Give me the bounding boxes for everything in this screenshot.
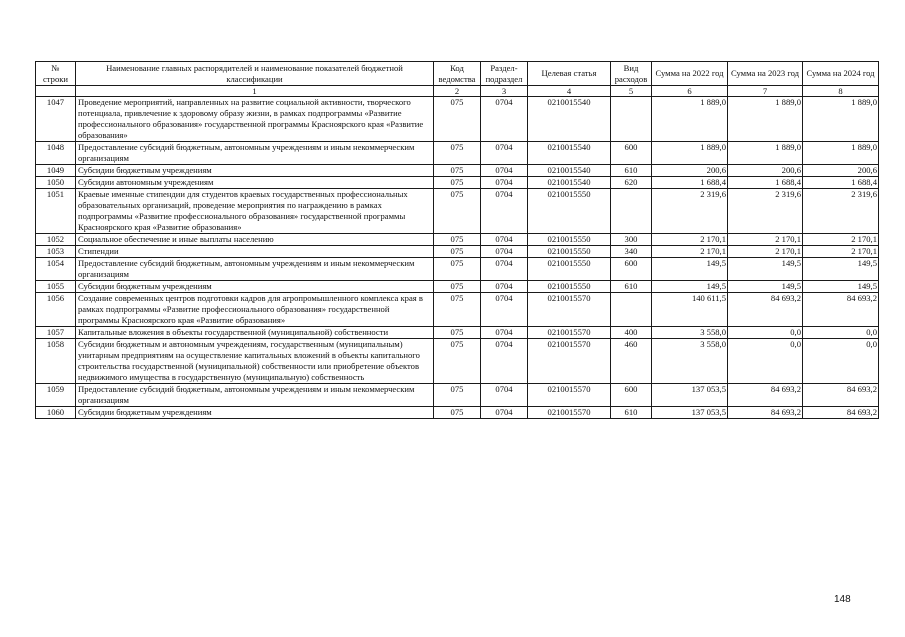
expense-type-cell: 460 — [611, 339, 652, 384]
table-row — [36, 189, 879, 234]
sum-2024-cell: 2 170,1 — [803, 246, 879, 258]
sum-2023-cell: 84 693,2 — [728, 384, 803, 407]
sum-2023-cell: 149,5 — [728, 281, 803, 293]
name-cell: Предоставление субсидий бюджетным, автономным учреждениям и иным некоммерческим организациям — [76, 258, 434, 281]
section-cell: 0704 — [481, 327, 528, 339]
section-cell: 0704 — [481, 384, 528, 407]
department-code-cell: 075 — [434, 407, 481, 419]
target-item-cell: 0210015550 — [528, 189, 611, 234]
sum-2022-cell: 137 053,5 — [652, 407, 728, 419]
expense-type-cell: 620 — [611, 177, 652, 189]
department-code-cell: 075 — [434, 189, 481, 234]
sum-2022-cell: 2 170,1 — [652, 246, 728, 258]
target-item-cell: 0210015570 — [528, 327, 611, 339]
header-target-item: Целевая статья — [528, 62, 611, 86]
header-row — [36, 62, 879, 86]
section-cell: 0704 — [481, 189, 528, 234]
column-number: 7 — [728, 86, 803, 97]
sum-2022-cell: 200,6 — [652, 165, 728, 177]
section-cell: 0704 — [481, 97, 528, 142]
row-number-cell: 1047 — [36, 97, 76, 142]
expense-type-cell: 610 — [611, 165, 652, 177]
expense-type-cell — [611, 189, 652, 234]
expense-type-cell: 300 — [611, 234, 652, 246]
target-item-cell: 0210015540 — [528, 177, 611, 189]
table-row — [36, 327, 879, 339]
sum-2024-cell: 84 693,2 — [803, 293, 879, 327]
row-number-cell: 1055 — [36, 281, 76, 293]
column-number: 3 — [481, 86, 528, 97]
target-item-cell: 0210015570 — [528, 407, 611, 419]
row-number-cell: 1050 — [36, 177, 76, 189]
row-number-cell: 1059 — [36, 384, 76, 407]
table-row — [36, 384, 879, 407]
column-number: 8 — [803, 86, 879, 97]
sum-2024-cell: 1 889,0 — [803, 142, 879, 165]
name-cell: Краевые именные стипендии для студентов краевых государственных профессиональных образовательных организаций, проведение мероприятия по награждению в рамках подпрограммы «Развитие профессионального образования» государственной программы Красноярского края «Развитие образования» — [76, 189, 434, 234]
name-cell: Создание современных центров подготовки кадров для агропромышленного комплекса края в рамках подпрограммы «Развитие профессионального образования» государственной программы Красноярского края «Развитие образования» — [76, 293, 434, 327]
target-item-cell: 0210015550 — [528, 234, 611, 246]
header-expense-type: Вид расходов — [611, 62, 652, 86]
column-number: 4 — [528, 86, 611, 97]
section-cell: 0704 — [481, 234, 528, 246]
budget-table — [35, 61, 879, 419]
row-number-cell: 1056 — [36, 293, 76, 327]
expense-type-cell — [611, 97, 652, 142]
column-number: 2 — [434, 86, 481, 97]
section-cell: 0704 — [481, 407, 528, 419]
column-number: 5 — [611, 86, 652, 97]
target-item-cell: 0210015540 — [528, 165, 611, 177]
sum-2024-cell: 2 319,6 — [803, 189, 879, 234]
target-item-cell: 0210015550 — [528, 246, 611, 258]
table-row — [36, 293, 879, 327]
sum-2024-cell: 84 693,2 — [803, 407, 879, 419]
header-name: Наименование главных распорядителей и наименование показателей бюджетной классификации — [76, 62, 434, 86]
sum-2023-cell: 2 170,1 — [728, 246, 803, 258]
sum-2022-cell: 137 053,5 — [652, 384, 728, 407]
expense-type-cell: 340 — [611, 246, 652, 258]
header-row-number: № строки — [36, 62, 76, 86]
expense-type-cell: 600 — [611, 142, 652, 165]
department-code-cell: 075 — [434, 234, 481, 246]
table-row — [36, 339, 879, 384]
sum-2023-cell: 200,6 — [728, 165, 803, 177]
row-number-cell: 1052 — [36, 234, 76, 246]
row-number-cell: 1049 — [36, 165, 76, 177]
header-section: Раздел-подраздел — [481, 62, 528, 86]
sum-2024-cell: 149,5 — [803, 281, 879, 293]
page-number: 148 — [834, 594, 851, 605]
sum-2022-cell: 3 558,0 — [652, 339, 728, 384]
row-number-cell: 1057 — [36, 327, 76, 339]
department-code-cell: 075 — [434, 281, 481, 293]
sum-2022-cell: 1 889,0 — [652, 142, 728, 165]
table-row — [36, 97, 879, 142]
sum-2022-cell: 3 558,0 — [652, 327, 728, 339]
table-row — [36, 281, 879, 293]
target-item-cell: 0210015550 — [528, 281, 611, 293]
sum-2024-cell: 1 889,0 — [803, 97, 879, 142]
department-code-cell: 075 — [434, 293, 481, 327]
column-number — [36, 86, 76, 97]
sum-2023-cell: 84 693,2 — [728, 293, 803, 327]
department-code-cell: 075 — [434, 327, 481, 339]
sum-2024-cell: 149,5 — [803, 258, 879, 281]
sum-2023-cell: 1 688,4 — [728, 177, 803, 189]
name-cell: Социальное обеспечение и иные выплаты населению — [76, 234, 434, 246]
target-item-cell: 0210015540 — [528, 97, 611, 142]
sum-2023-cell: 0,0 — [728, 327, 803, 339]
sum-2023-cell: 0,0 — [728, 339, 803, 384]
name-cell: Субсидии бюджетным учреждениям — [76, 165, 434, 177]
header-sum-2023: Сумма на 2023 год — [728, 62, 803, 86]
name-cell: Субсидии автономным учреждениям — [76, 177, 434, 189]
row-number-cell: 1058 — [36, 339, 76, 384]
name-cell: Предоставление субсидий бюджетным, автономным учреждениям и иным некоммерческим организациям — [76, 384, 434, 407]
sum-2022-cell: 1 688,4 — [652, 177, 728, 189]
section-cell: 0704 — [481, 339, 528, 384]
name-cell: Стипендии — [76, 246, 434, 258]
target-item-cell: 0210015540 — [528, 142, 611, 165]
column-number: 1 — [76, 86, 434, 97]
section-cell: 0704 — [481, 177, 528, 189]
sum-2022-cell: 149,5 — [652, 281, 728, 293]
sum-2024-cell: 0,0 — [803, 327, 879, 339]
sum-2022-cell: 140 611,5 — [652, 293, 728, 327]
name-cell: Субсидии бюджетным учреждениям — [76, 281, 434, 293]
section-cell: 0704 — [481, 165, 528, 177]
expense-type-cell: 600 — [611, 384, 652, 407]
sum-2023-cell: 2 170,1 — [728, 234, 803, 246]
sum-2024-cell: 0,0 — [803, 339, 879, 384]
expense-type-cell — [611, 293, 652, 327]
sum-2022-cell: 149,5 — [652, 258, 728, 281]
department-code-cell: 075 — [434, 177, 481, 189]
table-body — [36, 97, 879, 419]
name-cell: Проведение мероприятий, направленных на развитие социальной активности, творческого потенциала, привлечение к здоровому образу жизни, в рамках подпрограммы «Развитие профессионального образования» государственной программы Красноярского края «Развитие образования» — [76, 97, 434, 142]
expense-type-cell: 610 — [611, 281, 652, 293]
table-row — [36, 258, 879, 281]
target-item-cell: 0210015570 — [528, 384, 611, 407]
sum-2024-cell: 200,6 — [803, 165, 879, 177]
header-sum-2024: Сумма на 2024 год — [803, 62, 879, 86]
row-number-cell: 1051 — [36, 189, 76, 234]
sum-2023-cell: 84 693,2 — [728, 407, 803, 419]
section-cell: 0704 — [481, 142, 528, 165]
sum-2023-cell: 1 889,0 — [728, 142, 803, 165]
table-row — [36, 142, 879, 165]
header-department-code: Код ведомства — [434, 62, 481, 86]
section-cell: 0704 — [481, 246, 528, 258]
sum-2024-cell: 1 688,4 — [803, 177, 879, 189]
section-cell: 0704 — [481, 281, 528, 293]
sum-2024-cell: 2 170,1 — [803, 234, 879, 246]
sum-2023-cell: 1 889,0 — [728, 97, 803, 142]
department-code-cell: 075 — [434, 339, 481, 384]
sum-2024-cell: 84 693,2 — [803, 384, 879, 407]
name-cell: Субсидии бюджетным учреждениям — [76, 407, 434, 419]
sum-2023-cell: 149,5 — [728, 258, 803, 281]
column-number: 6 — [652, 86, 728, 97]
target-item-cell: 0210015570 — [528, 339, 611, 384]
header-sum-2022: Сумма на 2022 год — [652, 62, 728, 86]
name-cell: Предоставление субсидий бюджетным, автономным учреждениям и иным некоммерческим организациям — [76, 142, 434, 165]
department-code-cell: 075 — [434, 165, 481, 177]
expense-type-cell: 400 — [611, 327, 652, 339]
section-cell: 0704 — [481, 258, 528, 281]
row-number-cell: 1053 — [36, 246, 76, 258]
sum-2022-cell: 2 170,1 — [652, 234, 728, 246]
department-code-cell: 075 — [434, 384, 481, 407]
department-code-cell: 075 — [434, 97, 481, 142]
target-item-cell: 0210015550 — [528, 258, 611, 281]
sum-2022-cell: 1 889,0 — [652, 97, 728, 142]
name-cell: Субсидии бюджетным и автономным учреждениям, государственным (муниципальным) унитарным предприятиям на осуществление капитальных вложений в объекты капитального строительства государственной (муниципальной) собственности или приобретение объектов недвижимого имущества в государственную (муниципальную) собственность — [76, 339, 434, 384]
row-number-cell: 1048 — [36, 142, 76, 165]
expense-type-cell: 600 — [611, 258, 652, 281]
name-cell: Капитальные вложения в объекты государственной (муниципальной) собственности — [76, 327, 434, 339]
expense-type-cell: 610 — [611, 407, 652, 419]
department-code-cell: 075 — [434, 246, 481, 258]
table-row — [36, 407, 879, 419]
row-number-cell: 1054 — [36, 258, 76, 281]
table-row — [36, 246, 879, 258]
department-code-cell: 075 — [434, 142, 481, 165]
department-code-cell: 075 — [434, 258, 481, 281]
column-number-row — [36, 86, 879, 97]
target-item-cell: 0210015570 — [528, 293, 611, 327]
section-cell: 0704 — [481, 293, 528, 327]
table-row — [36, 165, 879, 177]
row-number-cell: 1060 — [36, 407, 76, 419]
table-row — [36, 234, 879, 246]
table-row — [36, 177, 879, 189]
sum-2022-cell: 2 319,6 — [652, 189, 728, 234]
sum-2023-cell: 2 319,6 — [728, 189, 803, 234]
